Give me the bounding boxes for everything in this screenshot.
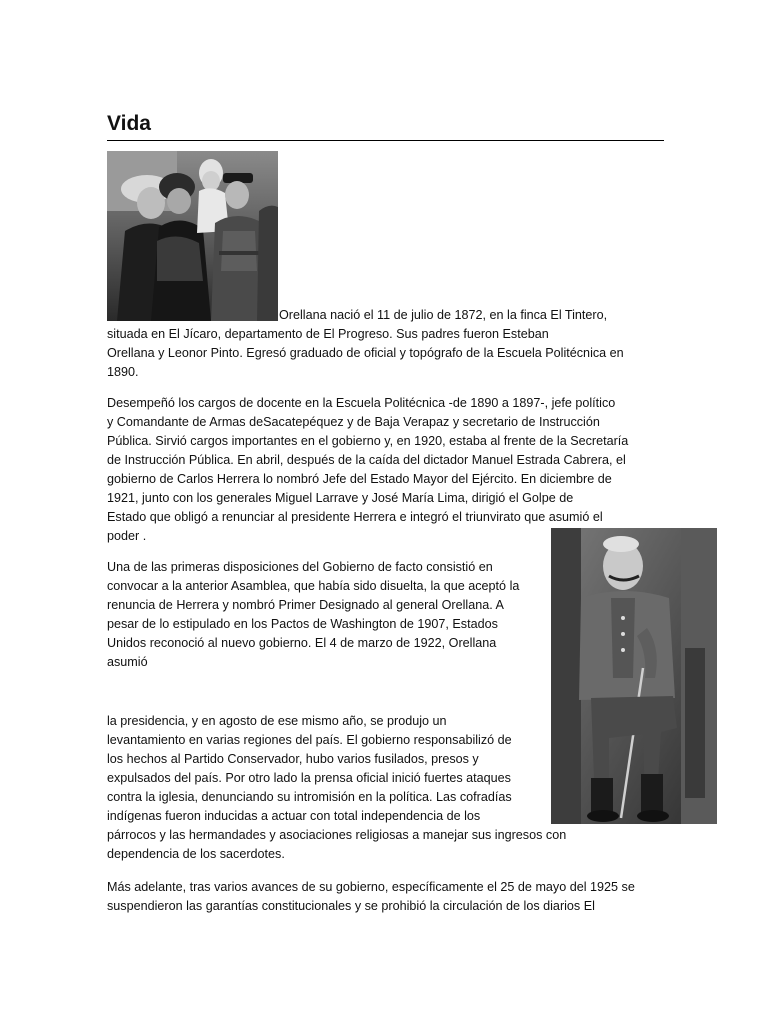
paragraph-2-line-6: 1921, junto con los generales Miguel Larrave y José María Lima, dirigió el Golpe de [107, 491, 574, 505]
paragraph-5-line-2: suspendieron las garantías constitucionales y se prohibió la circulación de los diarios El [107, 899, 595, 913]
paragraph-3-line-4: pesar de lo estipulado en los Pactos de Washington de 1907, Estados [107, 617, 498, 631]
paragraph-3-line-2: convocar a la anterior Asamblea, que había sido disuelta, la que aceptó la [107, 579, 520, 593]
paragraph-3-line-3: renuncia de Herrera y nombró Primer Designado al general Orellana. A [107, 598, 504, 612]
group-photo [107, 151, 278, 321]
paragraph-5-line-1: Más adelante, tras varios avances de su gobierno, específicamente el 25 de mayo del 1925 se [107, 880, 635, 894]
paragraph-1-line-4: 1890. [107, 365, 139, 379]
paragraph-1-line-1: Orellana nació el 11 de julio de 1872, en la finca El Tintero, [279, 308, 608, 322]
paragraph-1-line-3: Orellana y Leonor Pinto. Egresó graduado de oficial y topógrafo de la Escuela Politécnica en [107, 346, 624, 360]
paragraph-2-line-3: Pública. Sirvió cargos importantes en el gobierno y, en 1920, estaba al frente de la Secretaría [107, 434, 629, 448]
paragraph-4-line-7: párrocos y las hermandades y asociaciones religiosas a manejar sus ingresos con [107, 828, 567, 842]
paragraph-2-line-4: de Instrucción Pública. En abril, después de la caída del dictador Manuel Estrada Cabrera, el [107, 453, 626, 467]
heading-divider [107, 140, 664, 141]
paragraph-2-line-1: Desempeñó los cargos de docente en la Escuela Politécnica -de 1890 a 1897-, jefe político [107, 396, 616, 410]
general-portrait-photo [551, 528, 717, 824]
section-heading: Vida [107, 112, 151, 135]
paragraph-4-line-4: expulsados del país. Por otro lado la prensa oficial inició fuertes ataques [107, 771, 511, 785]
paragraph-4-line-3: los hechos al Partido Conservador, hubo varios fusilados, presos y [107, 752, 479, 766]
paragraph-4-line-2: levantamiento en varias regiones del país. El gobierno responsabilizó de [107, 733, 512, 747]
paragraph-2-line-7: Estado que obligó a renunciar al presidente Herrera e integró el triunvirato que asumió el [107, 510, 603, 524]
paragraph-4-line-1: la presidencia, y en agosto de ese mismo año, se produjo un [107, 714, 447, 728]
paragraph-4-line-8: dependencia de los sacerdotes. [107, 847, 285, 861]
paragraph-4-line-5: contra la iglesia, denunciando su intromisión en la política. Las cofradías [107, 790, 512, 804]
paragraph-2-line-2: y Comandante de Armas deSacatepéquez y de Baja Verapaz y secretario de Instrucción [107, 415, 600, 429]
paragraph-1-line-2: situada en El Jícaro, departamento de El Progreso. Sus padres fueron Esteban [107, 327, 549, 341]
paragraph-2-line-8: poder . [107, 529, 147, 543]
paragraph-3-line-1: Una de las primeras disposiciones del Gobierno de facto consistió en [107, 560, 493, 574]
paragraph-3-line-5: Unidos reconoció al nuevo gobierno. El 4 de marzo de 1922, Orellana [107, 636, 497, 650]
paragraph-3-line-6: asumió [107, 655, 148, 669]
paragraph-4-line-6: indígenas fueron inducidas a actuar con total independencia de los [107, 809, 481, 823]
paragraph-2-line-5: gobierno de Carlos Herrera lo nombró Jefe del Estado Mayor del Ejército. En diciembre de [107, 472, 612, 486]
